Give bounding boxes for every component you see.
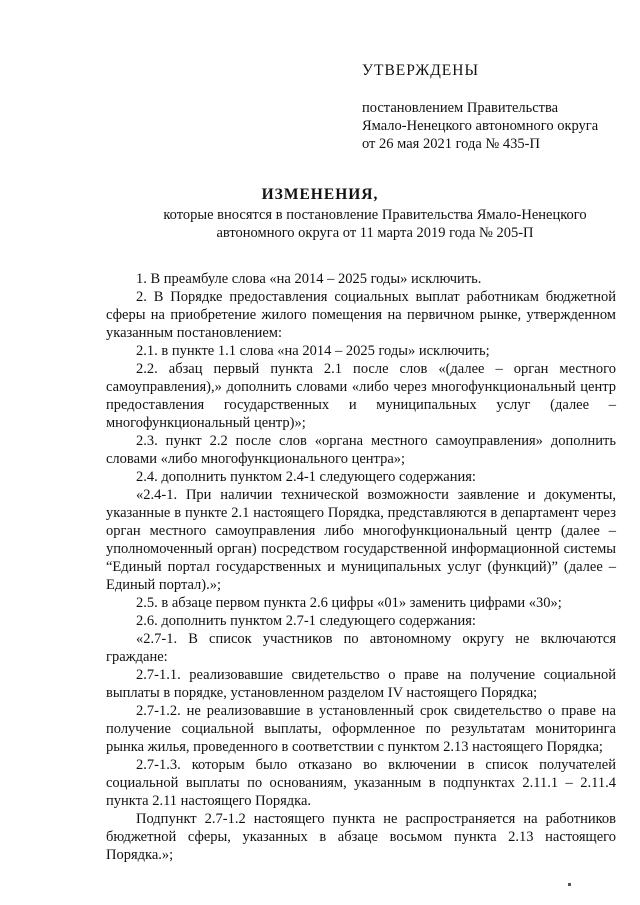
paragraph: 2.1. в пункте 1.1 слова «на 2014 – 2025 годы» исключить; xyxy=(136,343,490,359)
paragraph: 2.5. в абзаце первом пункта 2.6 цифры «01» заменить цифрами «30»; xyxy=(136,595,562,611)
document-subtitle xyxy=(140,206,610,242)
approved-heading: УТВЕРЖДЕНЫ xyxy=(362,62,479,79)
paragraph: 2.7-1.1. реализовавшие свидетельство о праве на получение социальной выплаты в порядке, установленном разделом IV настоящего Порядка; xyxy=(106,667,616,701)
subtitle-line: которые вносятся в постановление Правительства Ямало-Ненецкого xyxy=(163,207,587,223)
subtitle-line: автономного округа от 11 марта 2019 года № 205-П xyxy=(216,225,534,241)
paragraph: 2.3. пункт 2.2 после слов «органа местного самоуправления» дополнить словами «либо многофункционального центра»; xyxy=(106,433,616,467)
paragraph: 2.7-1.3. которым было отказано во включении в список получателей социальной выплаты по основаниям, указанным в подпунктах 2.11.1 – 2.11.4 пункта 2.11 настоящего Порядка. xyxy=(106,757,616,809)
paragraph: 2.6. дополнить пунктом 2.7-1 следующего содержания: xyxy=(136,613,476,629)
paragraph: 2. В Порядке предоставления социальных выплат работникам бюджетной сферы на приобретение жилого помещения на первичном рынке, утвержденном указанным постановлением: xyxy=(106,289,616,341)
document-title: ИЗМЕНЕНИЯ, xyxy=(261,186,379,203)
paragraph: «2.7-1. В список участников по автономному округу не включаются граждане: xyxy=(106,631,616,665)
approval-line: от 26 мая 2021 года № 435-П xyxy=(362,136,540,152)
approval-line: постановлением Правительства xyxy=(362,100,559,116)
paragraph: 1. В преамбуле слова «на 2014 – 2025 годы» исключить. xyxy=(136,271,482,287)
paragraph: 2.2. абзац первый пункта 2.1 после слов «(далее – орган местного самоуправления),» дополнить словами «либо через многофункциональный центр предоставления государственных и муниципальных услуг (далее – многофункциональный центр)»; xyxy=(106,361,616,431)
paragraph: Подпункт 2.7-1.2 настоящего пункта не распространяется на работников бюджетной сферы, указанных в абзаце восьмом пункта 2.13 настоящего Порядка.»; xyxy=(106,811,616,863)
scan-dot xyxy=(568,883,571,886)
paragraph: 2.7-1.2. не реализовавшие в установленный срок свидетельство о праве на получение социальной выплаты, оформленное по результатам мониторинга рынка жилья, проведенного в соответствии с пунктом 2.13 настоящего Порядка; xyxy=(106,703,616,755)
approval-details xyxy=(362,99,598,153)
paragraph: 2.4. дополнить пунктом 2.4-1 следующего содержания: xyxy=(136,469,476,485)
document-body xyxy=(106,270,616,864)
paragraph: «2.4-1. При наличии технической возможности заявление и документы, указанные в пункте 2.1 настоящего Порядка, представляются в департамент через орган местного самоуправления либо многофункциональный центр (далее – уполномоченный орган) посредством государственной информационной системы “Единый портал государственных и муниципальных услуг (функций)” (далее – Единый портал).»; xyxy=(106,487,616,593)
approval-line: Ямало-Ненецкого автономного округа xyxy=(362,118,599,134)
